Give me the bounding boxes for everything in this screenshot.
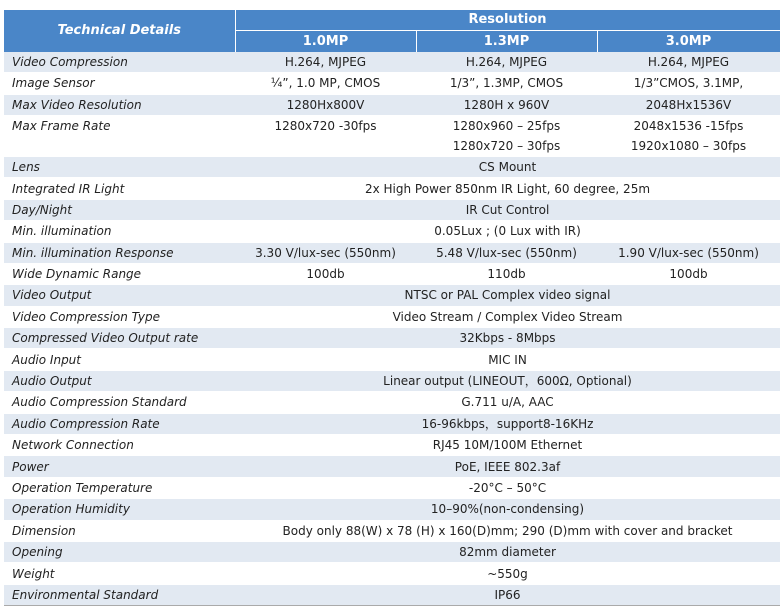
cell-value: 2x High Power 850nm IR Light, 60 degree, 25m [235,178,780,199]
header-col-1mp: 1.0MP [235,31,416,52]
table-row [4,584,780,605]
row-label: Dimension [4,520,235,541]
cell-line: 2048x1536 -15fps [633,118,744,133]
table-row [4,392,780,413]
cell-line: 1280x960 – 25fps [452,118,561,133]
table-row [4,477,780,498]
cell-value [597,115,780,156]
cell-value [235,115,416,156]
table-row [4,199,780,220]
cell-value: NTSC or PAL Complex video signal [235,285,780,306]
cell-value: 100db [597,263,780,284]
table-row [4,52,780,73]
cell-value: Body only 88(W) x 78 (H) x 160(D)mm; 290 (D)mm with cover and bracket [235,520,780,541]
row-label: Network Connection [4,435,235,456]
table-row [4,541,780,562]
row-label: Video Compression Type [4,306,235,327]
cell-value: RJ45 10M/100M Ethernet [235,435,780,456]
table-row [4,242,780,263]
cell-value: MIC IN [235,349,780,370]
row-label: Compressed Video Output rate [4,328,235,349]
cell-line: 1280x720 – 30fps [452,138,561,153]
table-row [4,349,780,370]
cell-value: -20°C – 50°C [235,477,780,498]
row-label: Max Frame Rate [4,115,235,156]
table-row [4,178,780,199]
cell-value: 5.48 V/lux-sec (550nm) [416,242,597,263]
cell-value: 2048Hx1536V [597,94,780,115]
table-row [4,520,780,541]
row-label: Power [4,456,235,477]
row-label: Audio Compression Standard [4,392,235,413]
cell-value: 110db [416,263,597,284]
header-col-3mp: 3.0MP [597,31,780,52]
table-row [4,306,780,327]
cell-value: ~550g [235,563,780,584]
row-label: Image Sensor [4,73,235,94]
table-row [4,285,780,306]
cell-line: 1920x1080 – 30fps [630,138,747,153]
table-row [4,156,780,177]
cell-value [416,115,597,156]
cell-value: H.264, MJPEG [597,52,780,73]
cell-value: 82mm diameter [235,541,780,562]
table-row [4,221,780,242]
cell-line: 1280x720 -30fps [274,118,377,133]
row-label: Audio Output [4,370,235,391]
row-label: Wide Dynamic Range [4,263,235,284]
header-technical-details: Technical Details [4,10,235,52]
row-label: Weight [4,563,235,584]
cell-value: 0.05Lux ; (0 Lux with IR) [235,221,780,242]
row-label: Opening [4,541,235,562]
cell-value: 1280H x 960V [416,94,597,115]
cell-value: 32Kbps - 8Mbps [235,328,780,349]
cell-value: H.264, MJPEG [235,52,416,73]
row-label: Audio Input [4,349,235,370]
table-row [4,94,780,115]
header-resolution: Resolution [235,10,780,31]
row-label: Day/Night [4,199,235,220]
cell-value: 16-96kbps，support8-16KHz [235,413,780,434]
cell-value: Linear output (LINEOUT，600Ω, Optional) [235,370,780,391]
header-col-1-3mp: 1.3MP [416,31,597,52]
row-label: Video Output [4,285,235,306]
cell-value: 1280Hx800V [235,94,416,115]
cell-value: 1/3”CMOS, 3.1MP, [597,73,780,94]
table-row [4,328,780,349]
cell-value: H.264, MJPEG [416,52,597,73]
table-row [4,435,780,456]
table-row [4,115,780,156]
cell-value: 10–90%(non-condensing) [235,499,780,520]
table-row [4,263,780,284]
table-row [4,370,780,391]
row-label: Audio Compression Rate [4,413,235,434]
cell-value: 3.30 V/lux-sec (550nm) [235,242,416,263]
row-label: Min. illumination [4,221,235,242]
cell-value: ¼”, 1.0 MP, CMOS [235,73,416,94]
row-label: Min. illumination Response [4,242,235,263]
cell-value: 1.90 V/lux-sec (550nm) [597,242,780,263]
cell-value: 100db [235,263,416,284]
table-row [4,456,780,477]
row-label: Operation Temperature [4,477,235,498]
cell-value: IR Cut Control [235,199,780,220]
table-row [4,73,780,94]
cell-value: IP66 [235,584,780,605]
cell-value: CS Mount [235,156,780,177]
spec-table [4,10,781,606]
row-label: Environmental Standard [4,584,235,605]
row-label: Video Compression [4,52,235,73]
table-row [4,499,780,520]
cell-value: 1/3”, 1.3MP, CMOS [416,73,597,94]
cell-value: PoE, IEEE 802.3af [235,456,780,477]
row-label: Operation Humidity [4,499,235,520]
cell-value: Video Stream / Complex Video Stream [235,306,780,327]
table-row [4,563,780,584]
row-label: Lens [4,156,235,177]
cell-value: G.711 u/A, AAC [235,392,780,413]
row-label: Max Video Resolution [4,94,235,115]
row-label: Integrated IR Light [4,178,235,199]
table-row [4,413,780,434]
